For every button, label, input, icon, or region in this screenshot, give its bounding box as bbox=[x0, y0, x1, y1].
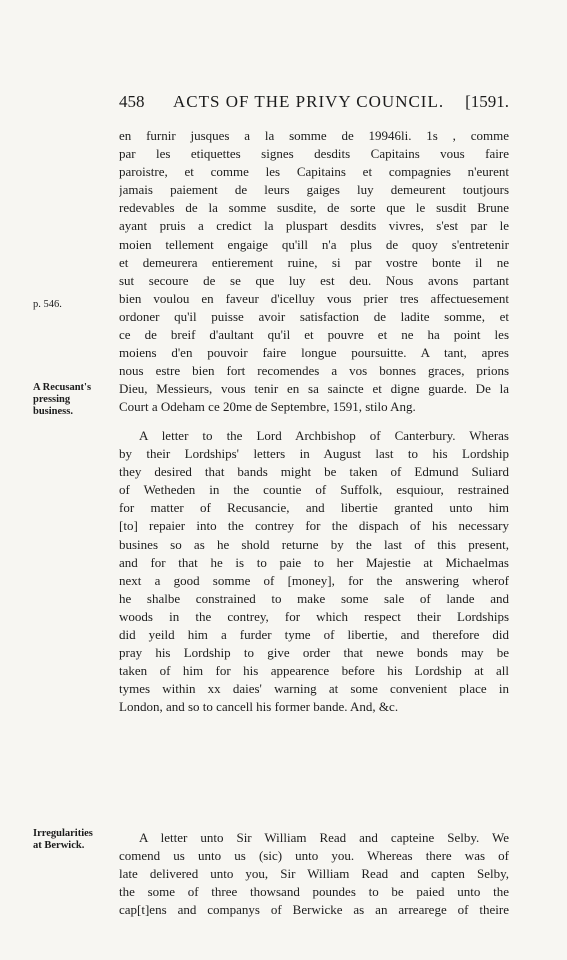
text-line: ce de breif d'aultant qu'il et pouvre et ne ha point les bbox=[119, 327, 509, 343]
text-line: moien tellement engaige qu'ill n'a plus de quoy s'entretenir bbox=[119, 236, 509, 252]
margin-page-reference bbox=[33, 299, 111, 311]
page-reference-text: p. 546. bbox=[33, 299, 62, 310]
text-line: nous estre bien fort recomendes a vos bonnes graces, prions bbox=[119, 363, 509, 379]
text-line: next a good somme of [money], for the answering wherof bbox=[119, 572, 509, 588]
margin-note-line: Irregularities bbox=[33, 828, 93, 839]
text-line: A letter unto Sir William Read and capteine Selby. We bbox=[139, 830, 509, 845]
margin-note-line: at Berwick. bbox=[33, 840, 85, 851]
text-line: and for that he is to paie to her Majestie at Michaelmas bbox=[119, 554, 509, 570]
paragraph-berwick-letter bbox=[119, 829, 509, 919]
text-line: cap[t]ens and companys of Berwicke as an arrearege of theire bbox=[119, 902, 509, 918]
text-line: London, and so to cancell his former bande. And, &c. bbox=[119, 699, 399, 715]
text-line: busines so as he shold returne by the last of this present, bbox=[119, 536, 509, 552]
text-line: late delivered unto you, Sir William Read and capten Selby, bbox=[119, 866, 509, 882]
text-line: did yeild him a furder tyme of libertie, and therefore did bbox=[119, 627, 509, 643]
margin-note-recusant bbox=[33, 382, 111, 418]
text-line: redevables de la somme susdite, de sorte que le susdit Brune bbox=[119, 200, 509, 216]
text-line: sut secoure de se que luy est deu. Nous avons partant bbox=[119, 272, 509, 288]
text-line: they desired that bands might be taken of Edmund Suliard bbox=[119, 464, 509, 480]
text-line: paroistre, et comme les Capitains et compagnies n'eurent bbox=[119, 164, 509, 180]
text-line: woods in the contrey, for which respect their Lordships bbox=[119, 608, 509, 624]
text-line: par les etiquettes signes desdits Capitains vous faire bbox=[119, 146, 509, 162]
text-line: by their Lordships' letters in August last to his Lordship bbox=[119, 446, 509, 462]
text-line: he shalbe constrained to make some sale of lande and bbox=[119, 590, 509, 606]
text-line: taken of him for his appearence before his Lordship at all bbox=[119, 663, 509, 679]
paragraph-archbishop-letter bbox=[119, 427, 509, 717]
text-line: the some of three thowsand poundes to be paied unto the bbox=[119, 884, 509, 900]
page-number: 458 bbox=[119, 92, 145, 111]
text-line: for matter of Recusancie, and libertie granted unto him bbox=[119, 500, 509, 516]
margin-note-berwick bbox=[33, 828, 111, 852]
text-line: A letter to the Lord Archbishop of Canterbury. Wheras bbox=[139, 428, 509, 443]
text-line: ordoner qu'il puisse avoir satisfaction de ladite somme, et bbox=[119, 308, 509, 324]
text-line: ayant pruis a credict la pluspart desdits vivres, s'est par le bbox=[119, 218, 509, 234]
text-line: Dieu, Messieurs, vous tenir en sa saincte et digne guarde. De la bbox=[119, 381, 509, 397]
text-line: comend us unto us (sic) unto you. Whereas there was of bbox=[119, 848, 509, 864]
margin-note-line: A Recusant's bbox=[33, 382, 92, 393]
text-line: pray his Lordship to give order that newe bonds may be bbox=[119, 645, 509, 661]
text-line: et demeurera entierement ruine, si par vostre bonte il ne bbox=[119, 254, 509, 270]
paragraph-french-letter bbox=[119, 127, 509, 417]
page-header bbox=[119, 92, 509, 114]
text-line: of Wetheden in the countie of Suffolk, esquiour, restrained bbox=[119, 482, 509, 498]
text-line: moiens d'en pouvoir faire longue poursuitte. A tant, apres bbox=[119, 345, 509, 361]
year-label: [1591. bbox=[465, 92, 509, 111]
text-line: en furnir jusques a la somme de 19946li. 1s , comme bbox=[119, 128, 509, 143]
running-title: ACTS OF THE PRIVY COUNCIL. bbox=[173, 92, 445, 111]
margin-note-line: pressing bbox=[33, 394, 71, 405]
text-line: [to] repaier into the contrey for the dispach of his necessary bbox=[119, 518, 509, 534]
margin-note-line: business. bbox=[33, 406, 73, 417]
text-line: jamais paiement de leurs gaiges luy demeurent toutjours bbox=[119, 182, 509, 198]
text-line: Court a Odeham ce 20me de Septembre, 1591, stilo Ang. bbox=[119, 399, 416, 415]
text-line: bien voulou en faveur d'icelluy vous prier tres affectuesement bbox=[119, 290, 509, 306]
text-line: tymes within xx daies' warning at some convenient place in bbox=[119, 681, 509, 697]
